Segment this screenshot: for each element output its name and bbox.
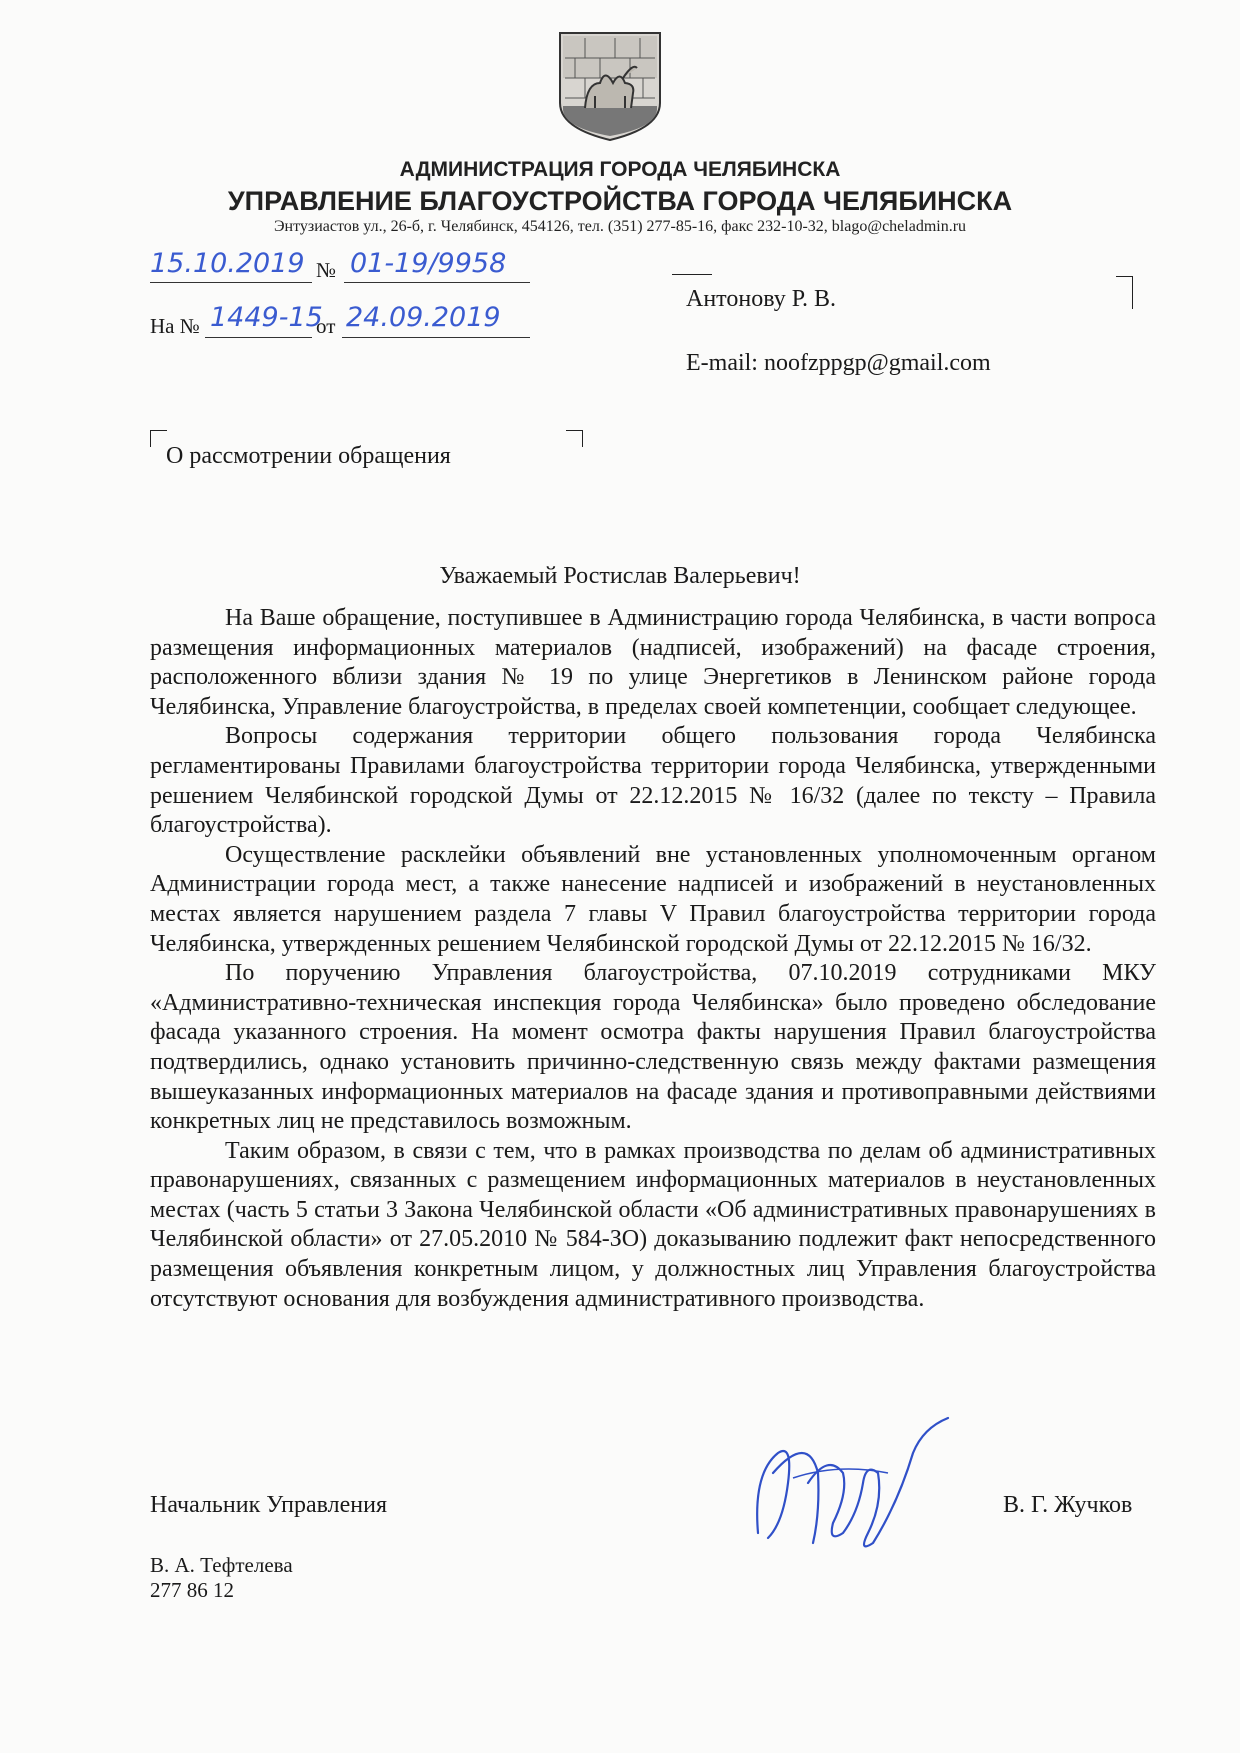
letter-subject: О рассмотрении обращения <box>166 443 451 469</box>
reg-number-line <box>344 282 530 283</box>
handwritten-signature <box>748 1413 968 1563</box>
recipient-name: Антонову Р. В. <box>686 286 837 312</box>
ref-date-line <box>342 337 530 338</box>
letter-body <box>150 604 1156 1314</box>
paragraph: По поручению Управления благоустройства, 07.10.2019 сотрудниками МКУ «Административно-техническая инспекция города Челябинска» было проведено обследование фасада указанного строения. На момент осмотра факты нарушения Правил благоустройства подтвердились, однако установить причинно-следственную связь между фактами размещения вышеуказанных информационных материалов на фасаде здания и противоправными действиями конкретных лиц не представилось возможным. <box>150 960 1156 1135</box>
paragraph: Вопросы содержания территории общего пользования города Челябинска регламентированы Правилами благоустройства территории города Челябинска, утвержденными решением Челябинской городской Думы от 22.12.2015 № 16/32 (далее по тексту – Правила благоустройства). <box>150 723 1156 839</box>
executor-name: В. А. Тефтелева <box>150 1553 293 1577</box>
subject-corner-right <box>566 430 583 447</box>
reg-date: 15.10.2019 <box>150 248 305 279</box>
ref-date: 24.09.2019 <box>346 302 501 333</box>
ref-number: 1449-15 <box>210 302 323 333</box>
paragraph: Осуществление расклейки объявлений вне установленных уполномоченным органом Администрации города мест, а также нанесение надписей и изображений в неустановленных местах является нарушением раздела 7 главы V Правил благоустройства территории города Челябинска, утвержденных решением Челябинской городской Думы от 22.12.2015 № 16/32. <box>150 841 1156 957</box>
reg-date-line <box>150 282 312 283</box>
recipient-corner-right <box>1116 276 1133 309</box>
paragraph: На Ваше обращение, поступившее в Администрацию города Челябинска, в части вопроса размещения информационных материалов (надписей, изображений) на фасаде строения, расположенного вблизи здания № 19 по улице Энергетиков в Ленинском районе города Челябинска, Управление благоустройства, в пределах своей компетенции, сообщает следующее. <box>150 605 1156 720</box>
subject-corner-left <box>150 430 167 447</box>
greeting: Уважаемый Ростислав Валерьевич! <box>439 563 801 589</box>
coat-of-arms-emblem <box>555 28 665 143</box>
ref-number-line <box>205 337 312 338</box>
executor-phone: 277 86 12 <box>150 1578 234 1602</box>
recipient-email: E-mail: noofzppgp@gmail.com <box>686 350 991 376</box>
org-address: Энтузиастов ул., 26-б, г. Челябинск, 454126, тел. (351) 277-85-16, факс 232-10-32, blago@cheladmin.ru <box>273 218 967 235</box>
org-name-line2: УПРАВЛЕНИЕ БЛАГОУСТРОЙСТВА ГОРОДА ЧЕЛЯБИНСКА <box>227 186 1013 216</box>
recipient-corner-left <box>672 274 712 275</box>
org-name-line1: АДМИНИСТРАЦИЯ ГОРОДА ЧЕЛЯБИНСКА <box>399 158 841 181</box>
paragraph: Таким образом, в связи с тем, что в рамках производства по делам об административных правонарушениях, связанных с размещением информационных материалов в неустановленных местах (часть 5 статьи 3 Закона Челябинской области «Об административных правонарушениях в Челябинской области» от 27.05.2010 № 584-ЗО) доказыванию подлежит факт непосредственного размещения объявления конкретным лицом, у должностных лиц Управления благоустройства отсутствуют основания для возбуждения административного производства. <box>150 1137 1156 1312</box>
reg-number-label: № <box>316 258 337 282</box>
ref-number-label: На № <box>150 314 200 338</box>
signatory-name: В. Г. Жучков <box>1003 1492 1133 1518</box>
ref-date-label: от <box>316 314 336 338</box>
signatory-position: Начальник Управления <box>150 1492 387 1518</box>
reg-number: 01-19/9958 <box>350 248 507 279</box>
